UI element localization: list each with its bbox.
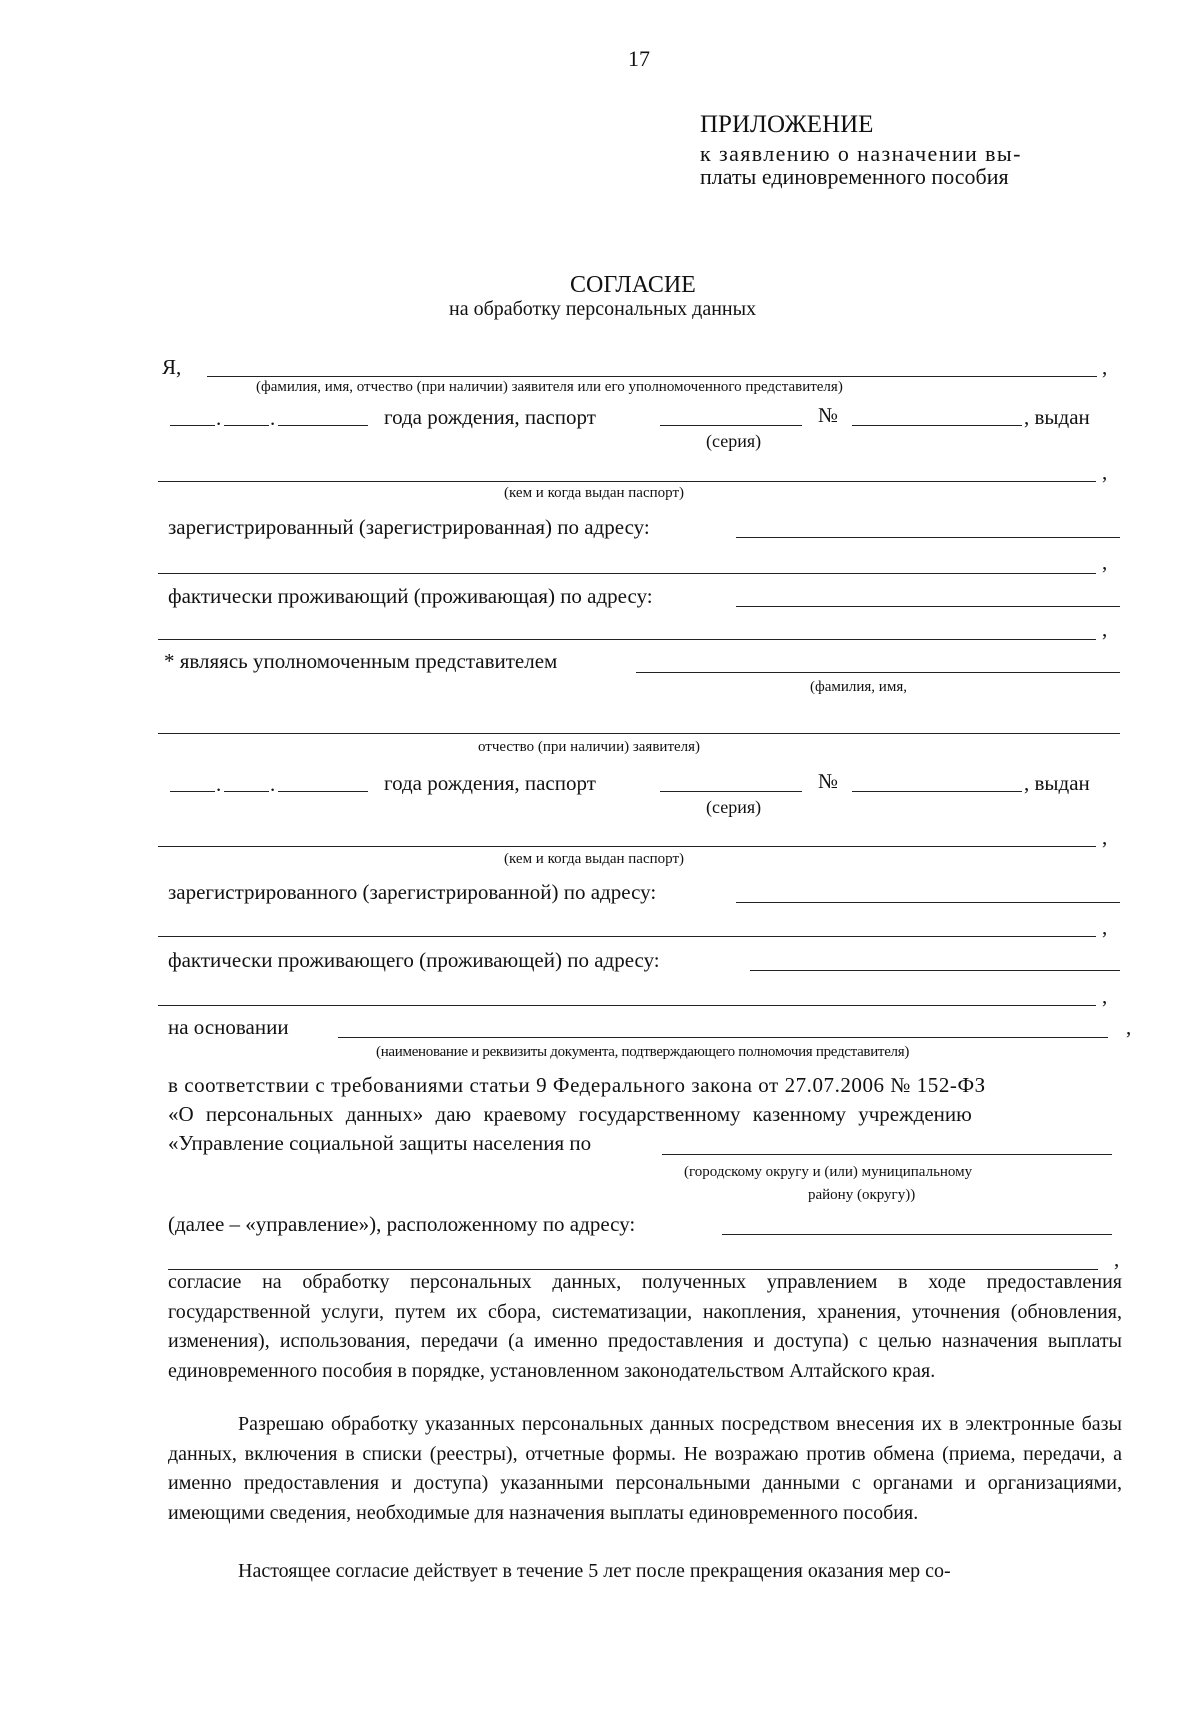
- actual-rep-label: фактически проживающего (проживающей) по адресу:: [168, 948, 660, 972]
- comma: ,: [1102, 984, 1108, 1008]
- law-line-1: в соответствии с требованиями статьи 9 Федерального закона от 27.07.2006 № 152-ФЗ: [168, 1073, 986, 1097]
- date-dot: .: [270, 406, 276, 430]
- appendix-line-1: к заявлению о назначении вы-: [700, 141, 1022, 166]
- fio-caption: (фамилия, имя, отчество (при наличии) заявителя или его уполномоченного представителя): [256, 379, 843, 395]
- date-dot: .: [216, 406, 222, 430]
- comma: ,: [1102, 825, 1108, 849]
- comma: ,: [1102, 915, 1108, 939]
- rep-birth-day-field[interactable]: [170, 791, 215, 792]
- page-number: 17: [628, 46, 650, 71]
- district-caption-1: (городскому округу и (или) муниципальному: [684, 1164, 973, 1180]
- registered-applicant-address-field[interactable]: [736, 537, 1120, 538]
- consent-paragraph: согласие на обработку персональных данных, полученных управлением в ходе предоставления государственной услуги, путем их сбора, систематизации, накопления, хранения, уточнения (обновления, изменения), использования, передачи (а именно предоставления и доступа) с целью назначения выплаты единовременного пособия в порядке, установленном законодательством Алтайского края.: [168, 1271, 1122, 1382]
- registered-rep-label: зарегистрированного (зарегистрированной) по адресу:: [168, 880, 657, 904]
- registered-applicant-label: зарегистрированный (зарегистрированная) по адресу:: [168, 515, 650, 539]
- comma: ,: [1102, 460, 1108, 484]
- actual-applicant-label: фактически проживающий (проживающая) по адресу:: [168, 584, 653, 608]
- basis-field[interactable]: [338, 1037, 1108, 1038]
- date-dot: .: [216, 772, 222, 796]
- rep-birth-month-field[interactable]: [224, 791, 269, 792]
- number-sign: №: [818, 769, 839, 793]
- issued-by-caption: (кем и когда выдан паспорт): [504, 485, 685, 501]
- birth-year-field[interactable]: [278, 425, 368, 426]
- birth-month-field[interactable]: [224, 425, 269, 426]
- law-line-2: «О персональных данных» даю краевому государственному казенному учреждению: [168, 1102, 972, 1126]
- law-line-3: «Управление социальной защиты населения по: [168, 1131, 592, 1155]
- rep-caption-2: отчество (при наличии) заявителя): [478, 739, 701, 755]
- actual-rep-address-field[interactable]: [750, 970, 1120, 971]
- date-dot: .: [270, 772, 276, 796]
- series-caption: (серия): [706, 797, 762, 817]
- birth-passport-label: года рождения, паспорт: [384, 405, 596, 429]
- ya-label: Я,: [162, 355, 182, 379]
- representative-label: * являясь уполномоченным представителем: [164, 649, 558, 673]
- consent-title: СОГЛАСИЕ: [570, 272, 696, 298]
- comma: ,: [1126, 1015, 1132, 1039]
- comma: ,: [1102, 617, 1108, 641]
- basis-caption: (наименование и реквизиты документа, подтверждающего полномочия представителя): [376, 1044, 910, 1060]
- issued-label: , выдан: [1024, 771, 1090, 795]
- rep-issued-by-caption: (кем и когда выдан паспорт): [504, 851, 685, 867]
- rep-birth-year-field[interactable]: [278, 791, 368, 792]
- permit-paragraph: Разрешаю обработку указанных персональных данных посредством внесения их в электронные базы данных, включения в списки (реестры), отчетные формы. Не возражаю против обмена (приема, передачи, а именно предоставления и доступа) указанными персональными данными с органами и организациями, имеющими сведения, необходимые для назначения выплаты единовременного пособия.: [168, 1413, 1122, 1524]
- birth-passport-label: года рождения, паспорт: [384, 771, 596, 795]
- passport-series-field[interactable]: [660, 425, 802, 426]
- series-caption: (серия): [706, 431, 762, 451]
- comma: ,: [1102, 355, 1108, 379]
- rep-issued-by-field[interactable]: [158, 846, 1096, 847]
- registered-rep-address-field[interactable]: [736, 902, 1120, 903]
- basis-label: на основании: [168, 1015, 289, 1039]
- appendix-title: ПРИЛОЖЕНИЕ: [700, 111, 874, 138]
- issued-by-field[interactable]: [158, 481, 1096, 482]
- fio-field[interactable]: [207, 376, 1097, 377]
- comma: ,: [1114, 1247, 1120, 1271]
- appendix-line-2: платы единовременного пособия: [700, 164, 1009, 189]
- management-address-field[interactable]: [722, 1234, 1112, 1235]
- comma: ,: [1102, 550, 1108, 574]
- rep-caption-1: (фамилия, имя,: [810, 679, 907, 695]
- representative-field[interactable]: [636, 672, 1120, 673]
- district-caption-2: району (округу)): [808, 1187, 916, 1203]
- actual-applicant-address-field[interactable]: [736, 606, 1120, 607]
- representative-field-2[interactable]: [158, 733, 1120, 734]
- issued-label: , выдан: [1024, 405, 1090, 429]
- number-sign: №: [818, 403, 839, 427]
- consent-subtitle: на обработку персональных данных: [449, 298, 757, 320]
- further-label: (далее – «управление»), расположенному по адресу:: [168, 1212, 636, 1236]
- passport-number-field[interactable]: [852, 425, 1022, 426]
- actual-rep-address-field-2[interactable]: [158, 1005, 1096, 1006]
- birth-day-field[interactable]: [170, 425, 215, 426]
- actual-applicant-address-field-2[interactable]: [158, 639, 1096, 640]
- district-field[interactable]: [662, 1154, 1112, 1155]
- registered-applicant-address-field-2[interactable]: [158, 573, 1096, 574]
- registered-rep-address-field-2[interactable]: [158, 936, 1096, 937]
- rep-passport-series-field[interactable]: [660, 791, 802, 792]
- validity-paragraph: Настоящее согласие действует в течение 5 лет после прекращения оказания мер со-: [238, 1560, 951, 1582]
- rep-passport-number-field[interactable]: [852, 791, 1022, 792]
